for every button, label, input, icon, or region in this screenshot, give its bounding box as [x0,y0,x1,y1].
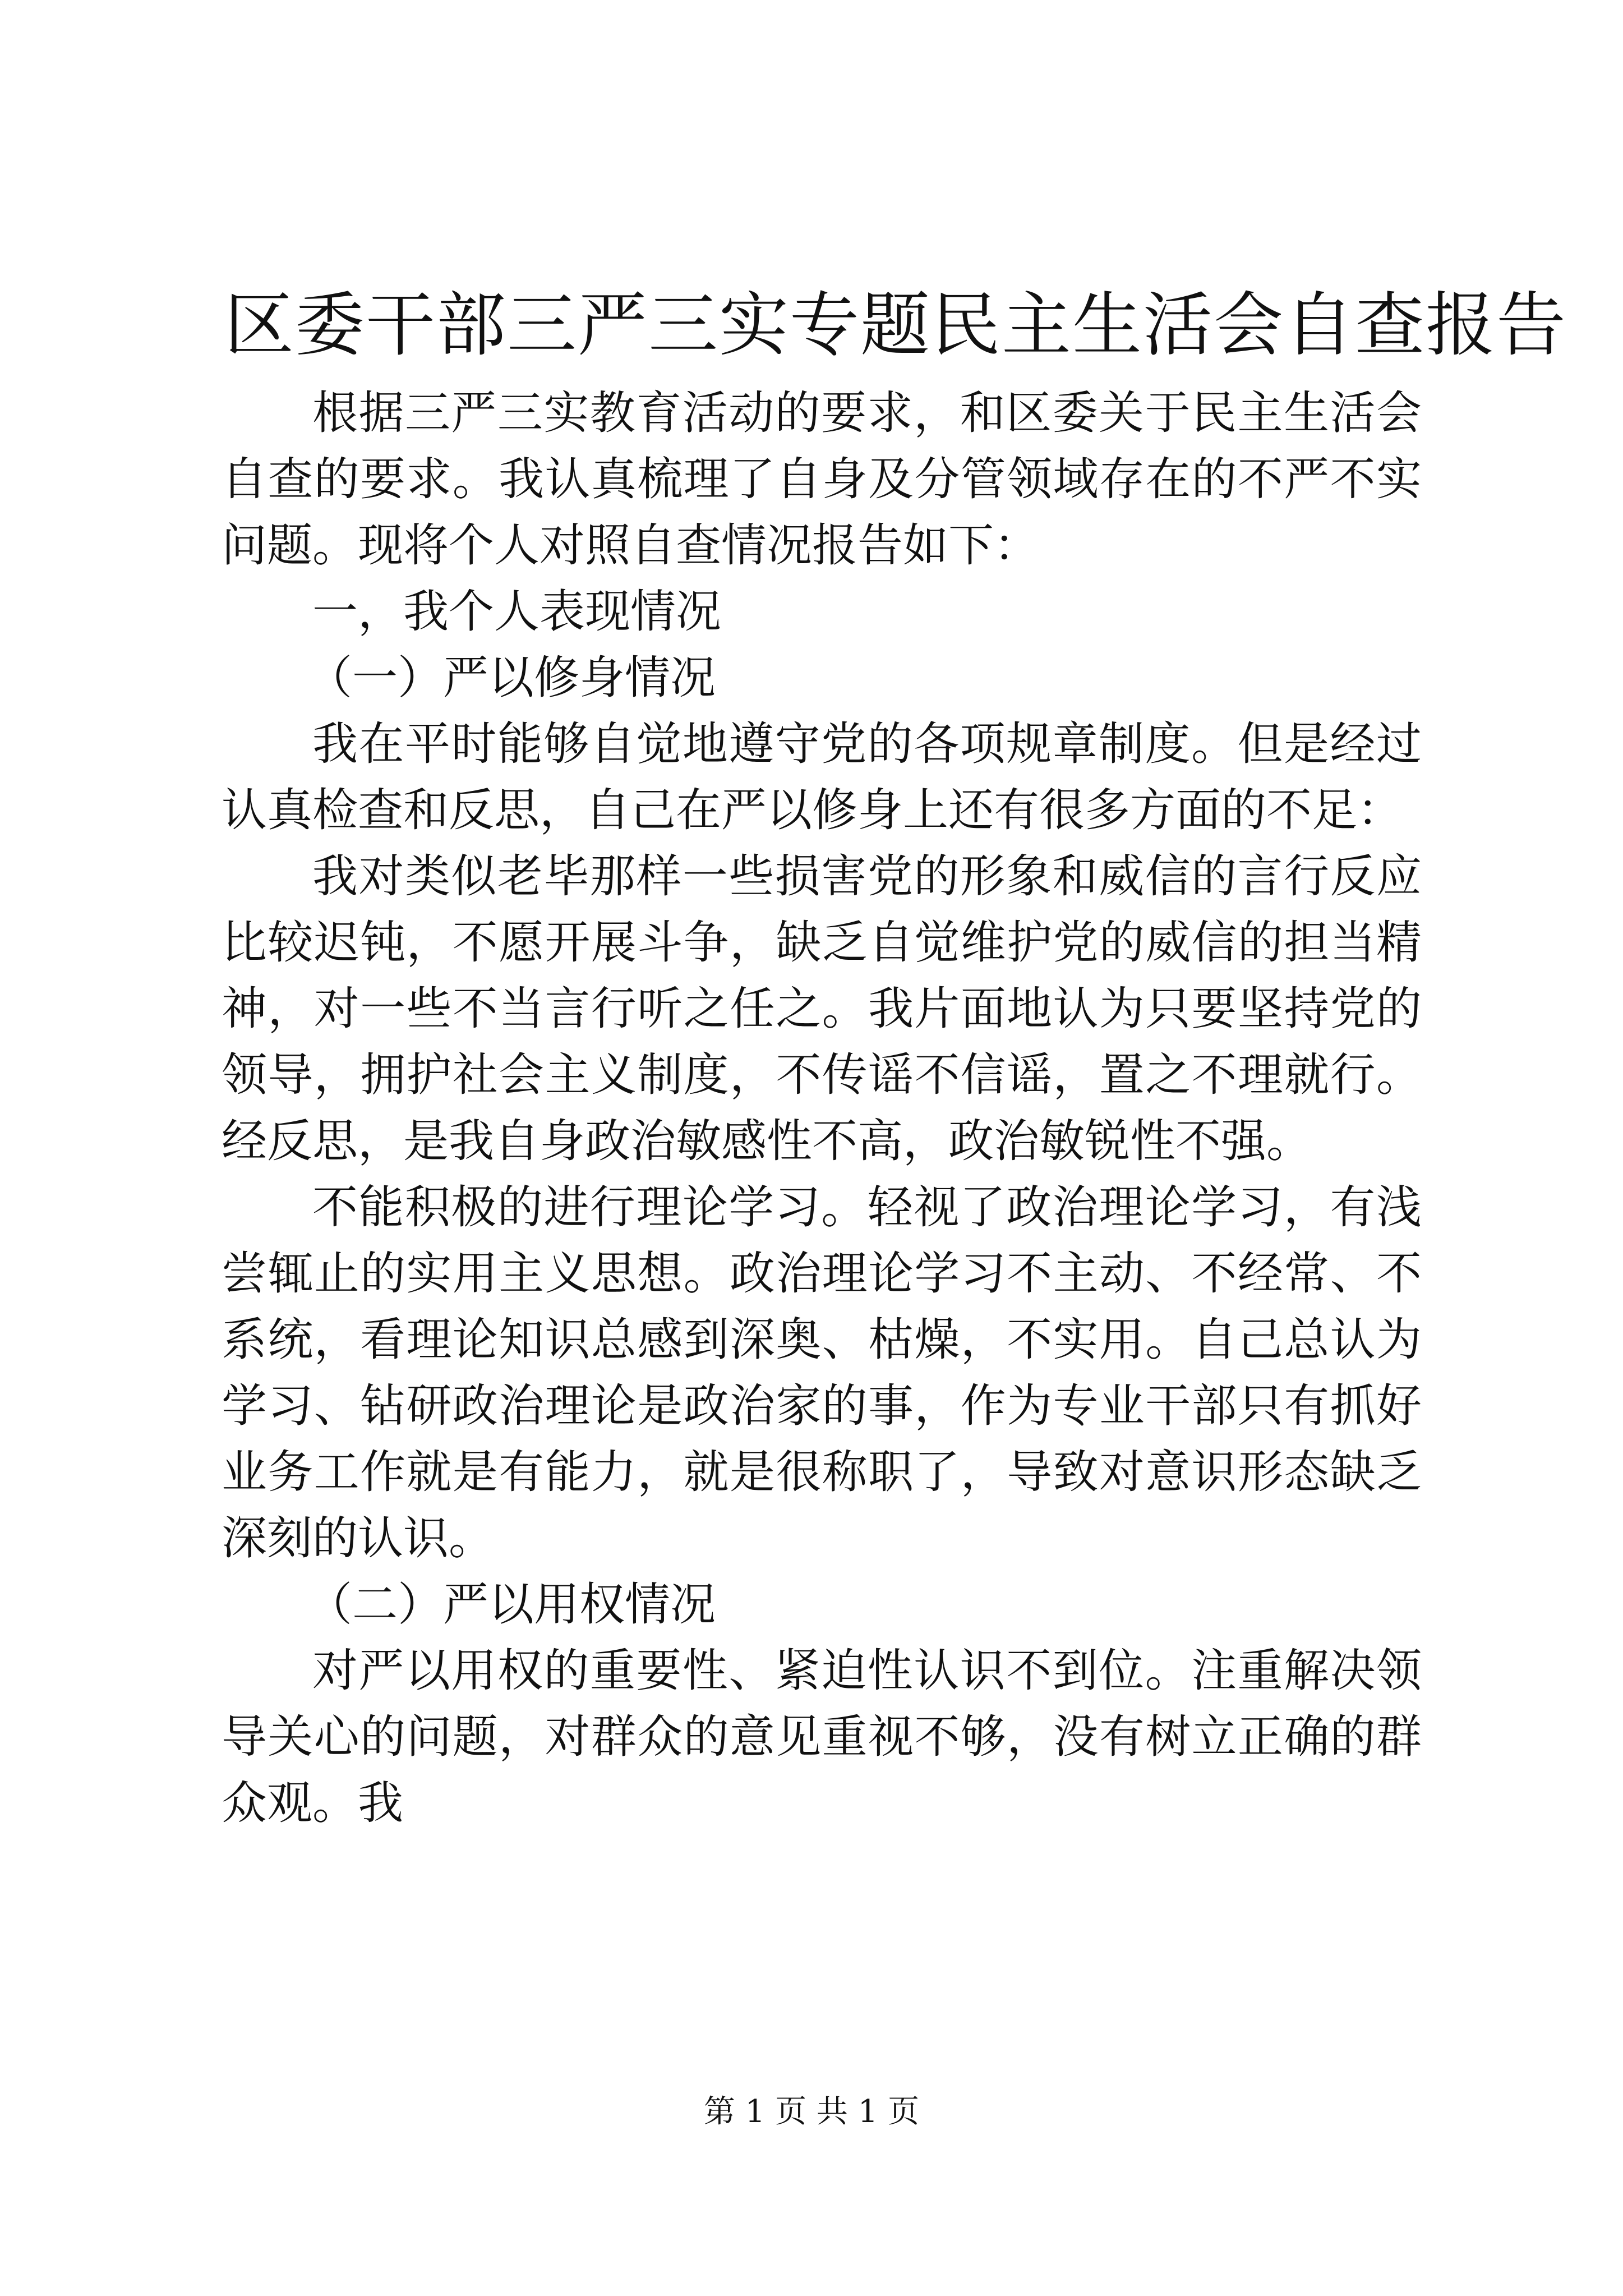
section-heading-1: 一，我个人表现情况 [312,586,722,638]
page-footer: 第 1 页 共 1 页 [703,2093,920,2130]
paragraph: 不能积极的进行理论学习。轻视了政治理论学习，有浅尝辄止的实用主义思想。政治理论学习不主动、不经常、不系统，看理论知识总感到深奥、枯燥，不实用。自己总认为学习、钻研政治理论是政治家的事，作为专业干部只有抓好业务工作就是有能力，就是很称职了，导致对意识形态缺乏深刻的认识。 [222,1181,1422,1565]
document-body [222,380,1422,1837]
subsection-heading-1: （一）严以修身情况 [307,652,716,705]
paragraph: 我在平时能够自觉地遵守党的各项规章制度。但是经过认真检查和反思，自己在严以修身上还有很多方面的不足： [222,718,1422,837]
paragraph-intro: 根据三严三实教育活动的要求，和区委关于民主生活会自查的要求。我认真梳理了自身及分管领域存在的不严不实问题。现将个人对照自查情况报告如下： [222,387,1422,572]
paragraph: 我对类似老毕那样一些损害党的形象和威信的言行反应比较迟钝，不愿开展斗争，缺乏自觉维护党的威信的担当精神，对一些不当言行听之任之。我片面地认为只要坚持党的领导，拥护社会主义制度，不传谣不信谣，置之不理就行。经反思，是我自身政治敏感性不高，政治敏锐性不强。 [222,850,1422,1168]
subsection-heading-2: （二）严以用权情况 [307,1579,716,1631]
document-title: 区委干部三严三实专题民主生活会自查报告 [224,285,1567,366]
paragraph: 对严以用权的重要性、紧迫性认识不到位。注重解决领导关心的问题，对群众的意见重视不够，没有树立正确的群众观。我 [222,1645,1422,1830]
